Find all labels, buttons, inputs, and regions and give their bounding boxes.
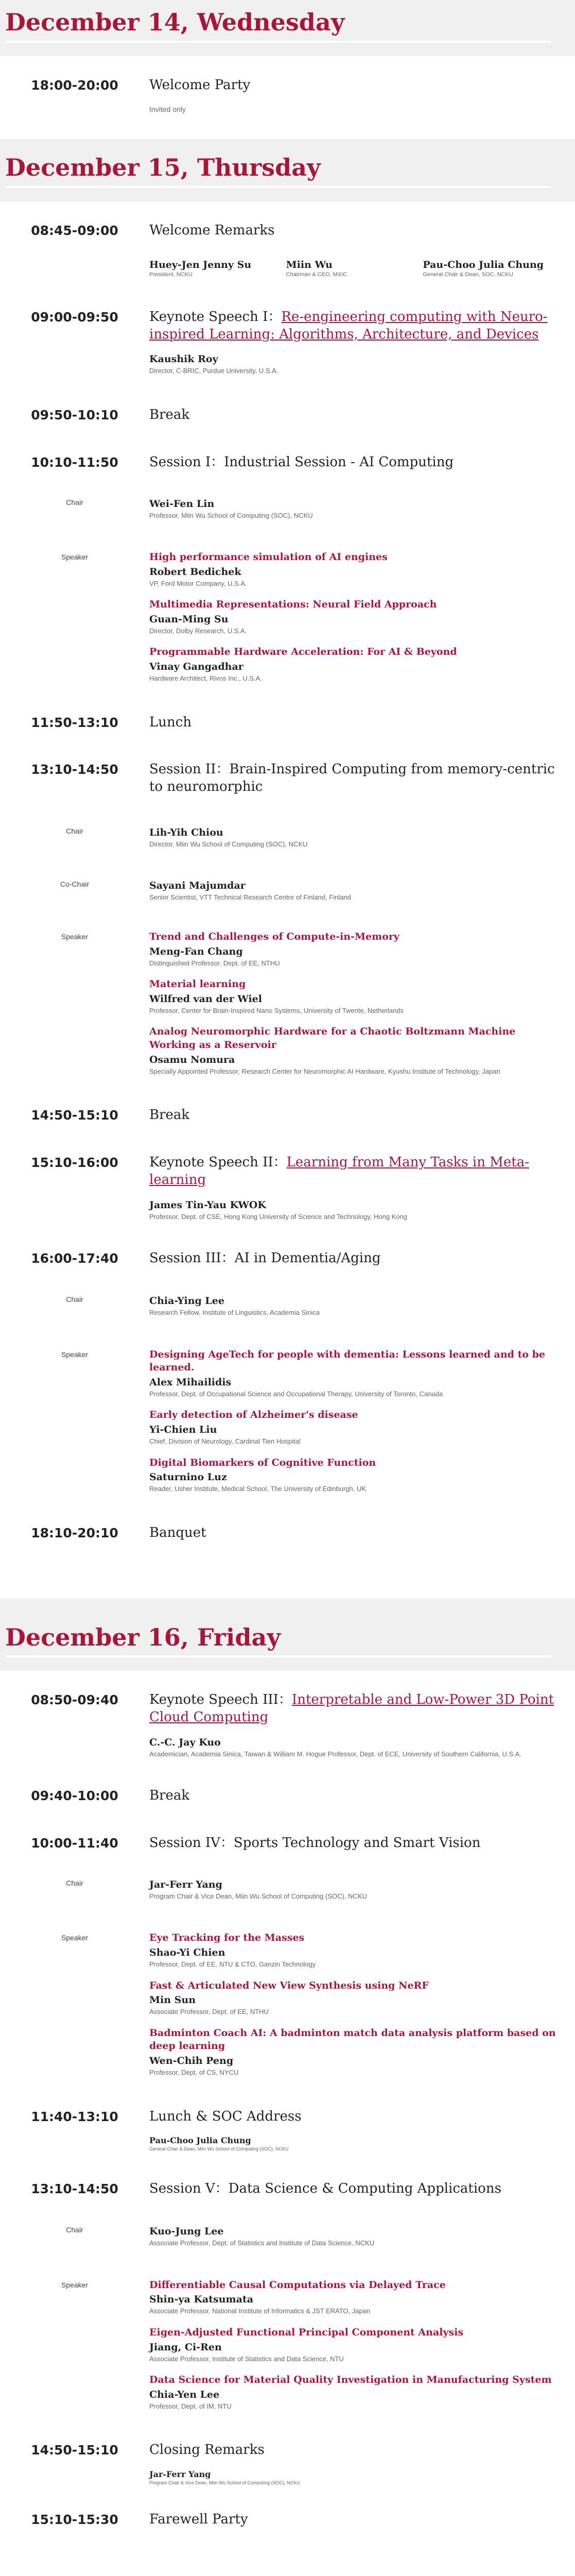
cochair-row [0,878,575,902]
person-affiliation: Associate Professor, Dept. of Statistics and Institute of Data Science, NCKU [149,2239,375,2247]
keynote-link[interactable]: Interpretable and Low-Power 3D Point Cloud Computing [149,1692,554,1725]
time-slot: 18:00-20:00 [31,77,118,93]
talk [149,2279,560,2316]
event-title: Break [149,1107,190,1123]
time-slot: 13:10-14:50 [31,762,118,777]
schedule-row [0,2511,575,2529]
talk-title: Fast & Articulated New View Synthesis using NeRF [149,1979,429,1991]
time-slot: 10:10-11:50 [31,454,118,470]
remarks-speaker [423,257,560,278]
talk-title: Programmable Hardware Acceleration: For AI & Beyond [149,646,457,658]
talk [149,1409,560,1446]
person-name: Guan-Ming Su [149,613,229,625]
remarks-speaker [149,257,286,278]
speaker-row [0,551,575,693]
person-affiliation: Professor, Dept. of Occupational Science and Occupational Therapy, University of Toronto, Canada [149,1389,443,1398]
day-title: December 14, Wednesday [5,8,345,36]
day-dec16 [0,1671,575,2529]
talk [149,930,560,968]
person-affiliation: Professor, Miin Wu School of Computing (SOC), NCKU [149,511,313,519]
keynote-title [149,1154,560,1189]
speaker-row [0,1931,575,2087]
time-slot: 08:50-09:40 [31,1692,118,1708]
schedule-row [0,1250,575,1267]
speaker-row [0,1348,575,1504]
person-name: Saturnino Luz [149,1471,227,1483]
person-affiliation: Professor, Dept. of IM, NTU [149,2402,232,2410]
person-name: Wen-Chih Peng [149,2055,234,2067]
talk-title: Material learning [149,978,246,990]
time-slot: 09:50-10:10 [31,407,118,422]
talk [149,598,560,635]
person-affiliation: Director, C-BRIC, Purdue University, U.S.A. [149,367,278,375]
person-name: Shao-Yi Chien [149,1947,225,1959]
person-name: Jar-Ferr Yang [149,2469,211,2480]
person-affiliation: President, NCKU [149,271,193,278]
talk [149,551,560,588]
event-title: Farewell Party [149,2512,248,2528]
person-name: Kaushik Roy [149,353,218,365]
time-slot: 10:00-11:40 [31,1836,118,1851]
time-slot: 18:10-20:10 [31,1525,118,1540]
remarks-speaker [286,257,423,278]
talk [149,1348,560,1399]
time-slot: 14:50-15:10 [31,1108,118,1123]
day-dec15 [0,201,575,1599]
person-affiliation: Professor, Center for Brain-Inspired Nano Systems, University of Twente, Netherlands [149,1006,404,1014]
person-name: James Tin-Yau KWOK [149,1199,266,1211]
schedule-row [0,77,575,114]
schedule-row [0,1154,575,1221]
event-note: Invited only [149,105,186,114]
talk [149,2326,560,2363]
role-label: Co-Chair [60,879,89,888]
chair-row [0,2224,575,2248]
person-affiliation: Senior Scientist, VTT Technical Research Centre of Finland, Finland [149,893,351,901]
person-name: Pau-Choo Julia Chung [149,2136,251,2146]
person-name: Wei-Fen Lin [149,498,215,510]
person-name: Jar-Ferr Yang [149,1878,222,1890]
person-affiliation: Specially Appointed Professor, Research Center for Neuromorphic AI Hardware, Kyushu Institute of Technology, Japan [149,1067,500,1075]
role-label: Chair [66,827,83,836]
person-affiliation: Associate Professor, National Institute of Informatics & JST ERATO, Japan [149,2307,371,2315]
event-title: Welcome Party [149,77,251,93]
talk [149,2027,560,2077]
person-name: Lih-Yih Chiou [149,827,223,839]
spacer [0,1563,575,1599]
time-slot: 11:50-13:10 [31,715,118,730]
person-name: Osamu Nomura [149,1054,235,1065]
keynote-prefix: Keynote Speech I： [149,309,282,325]
talk-title: Eye Tracking for the Masses [149,1932,305,1944]
person-affiliation: Director, Dolby Research, U.S.A. [149,626,247,635]
role-label: Chair [66,498,83,506]
talk [149,978,560,1015]
schedule-row [0,2180,575,2198]
person-affiliation: Chairman & CEO, MXIC [286,271,347,278]
schedule-row [0,2108,575,2152]
keynote-title [149,1691,560,1726]
role-label: Chair [66,1878,83,1887]
person-affiliation: Director, Miin Wu School of Computing (SOC), NCKU [149,840,308,849]
person-name: Vinay Gangadhar [149,661,243,673]
person-affiliation: Professor, Dept. of CS, NYCU [149,2069,239,2077]
person-affiliation: Program Chair & Vice Dean, Miin Wu School of Computing (SOC), NCKU [149,1892,367,1900]
event-title: Banquet [149,1524,206,1540]
person-affiliation: Professor, Dept. of CSE, Hong Kong University of Science and Technology, Hong Kong [149,1212,408,1221]
talk-title: Trend and Challenges of Compute-in-Memory [149,931,399,943]
talk-title: Eigen-Adjusted Functional Principal Component Analysis [149,2327,464,2338]
role-label: Speaker [61,933,89,941]
person-name: Chia-Yen Lee [149,2388,220,2400]
schedule-row [0,1107,575,1124]
keynote-link[interactable]: Re-engineering computing with Neuro-inspired Learning: Algorithms, Architecture, and Devices [149,309,548,342]
person-name: Huey-Jen Jenny Su [149,259,252,270]
person-name: C.-C. Jay Kuo [149,1736,221,1748]
remarks-speakers [149,257,560,278]
talk-title: Early detection of Alzheimer's disease [149,1409,358,1421]
role-label: Speaker [61,1934,89,1942]
event-title: Welcome Remarks [149,222,275,238]
day-header-dec15 [0,139,575,201]
time-slot: 11:40-13:10 [31,2109,118,2124]
person-name: Jiang, Ci-Ren [149,2341,222,2353]
session-title: Session II：Brain-Inspired Computing from memory-centric to neuromorphic [149,761,555,795]
talk [149,646,560,683]
talk [149,1456,560,1494]
schedule-row [0,1524,575,1542]
talk [149,1979,560,2016]
chair-row [0,496,575,520]
event-title: Closing Remarks [149,2442,265,2458]
person-affiliation: Academician, Academia Sinica, Taiwan & William M. Hogue Professor, Dept. of ECE, University of Southern California, U.S.A. [149,1750,522,1758]
talk-title: Analog Neuromorphic Hardware for a Chaotic Boltzmann Machine Working as a Reservoir [149,1026,516,1051]
schedule-row [0,1787,575,1805]
talk-title: Differentiable Causal Computations via Delayed Trace [149,2279,446,2291]
person-affiliation: Research Fellow, Institute of Linguistics, Academia Sinica [149,1309,320,1317]
day-title: December 15, Thursday [5,154,321,182]
schedule-row [0,222,575,278]
person-affiliation: Reader, Usher Institute, Medical School, The University of Edinburgh, UK [149,1485,367,1493]
person-affiliation: General Chair & Dean, SOC, NCKU [423,271,513,278]
speaker-row [0,2279,575,2421]
schedule-row [0,1835,575,1852]
chair-row [0,1877,575,1901]
time-slot: 09:40-10:00 [31,1788,118,1804]
time-slot: 15:10-16:00 [31,1155,118,1171]
person-name: Yi-Chien Liu [149,1424,217,1436]
session-title: Session I：Industrial Session - AI Computing [149,454,454,470]
event-title: Break [149,1788,190,1804]
schedule-row [0,309,575,376]
session-title: Session IV：Sports Technology and Smart Vision [149,1835,481,1851]
schedule-row [0,714,575,732]
keynote-prefix: Keynote Speech II： [149,1155,287,1171]
keynote-link[interactable]: Learning from Many Tasks in Meta-learning [149,1155,529,1188]
schedule-row [0,761,575,796]
time-slot: 09:00-09:50 [31,309,118,325]
day-header-dec16 [0,1599,575,1671]
keynote-prefix: Keynote Speech III： [149,1692,292,1708]
person-name: Meng-Fan Chang [149,945,243,957]
chair-row [0,825,575,849]
person-affiliation: Program Chair & Vice Dean, Miin Wu School of Computing (SOC), NCKU [149,2480,300,2486]
role-label: Speaker [61,2280,89,2289]
time-slot: 15:10-15:30 [31,2512,118,2528]
person-affiliation: Chief, Division of Neurology, Cardinal Tien Hospital [149,1437,301,1446]
role-label: Chair [66,2226,83,2234]
person-affiliation: Hardware Architect, Rivos Inc., U.S.A. [149,674,262,683]
event-title: Break [149,406,190,422]
person-name: Sayani Majumdar [149,879,246,891]
schedule-row [0,1691,575,1758]
schedule-row [0,406,575,424]
person-affiliation: VP, Ford Motor Company, U.S.A. [149,579,247,587]
time-slot: 16:00-17:40 [31,1251,118,1266]
keynote-title [149,309,560,344]
person-affiliation: Professor, Dept. of EE, NTU & CTO, Ganzin Technology [149,1960,316,1969]
person-name: Pau-Choo Julia Chung [423,259,544,270]
person-name: Robert Bedichek [149,566,241,578]
chair-row [0,1293,575,1317]
role-label: Speaker [61,1350,89,1359]
speaker-row [0,930,575,1086]
time-slot: 13:10-14:50 [31,2181,118,2197]
divider [5,1655,551,1657]
event-title: Lunch & SOC Address [149,2108,302,2124]
role-label: Chair [66,1295,83,1304]
person-name: Kuo-Jung Lee [149,2226,224,2238]
event-title: Lunch [149,714,192,730]
talk-title: Multimedia Representations: Neural Field Approach [149,599,437,611]
talk-title: Designing AgeTech for people with dementia: Lessons learned and to be learned. [149,1348,546,1374]
day-dec14 [0,56,575,114]
day-title: December 16, Friday [5,1623,281,1651]
talk-title: Digital Biomarkers of Cognitive Function [149,1456,376,1468]
session-title: Session III：AI in Dementia/Aging [149,1250,381,1266]
divider [5,41,551,43]
person-affiliation: General Chair & Dean, Miin Wu School of Computing (SOC), NCKU [149,2146,289,2152]
talk-title: High performance simulation of AI engines [149,551,388,563]
schedule-row [0,454,575,471]
person-name: Wilfred van der Wiel [149,993,262,1005]
person-name: Chia-Ying Lee [149,1295,224,1307]
person-affiliation: Distinguished Professor, Dept. of EE, NTHU [149,959,280,967]
person-affiliation: Associate Professor, Dept. of EE, NTHU [149,2008,269,2016]
time-slot: 08:45-09:00 [31,223,118,238]
person-name: Min Sun [149,1994,196,2006]
divider [5,186,551,188]
role-label: Speaker [61,553,89,562]
talk [149,2374,560,2411]
talk [149,1025,560,1076]
talk [149,1931,560,1969]
person-affiliation: Associate Professor, Institute of Statistics and Data Science, NTU [149,2354,344,2363]
time-slot: 14:50-15:10 [31,2443,118,2458]
talk-title: Badminton Coach AI: A badminton match data analysis platform based on deep learning [149,2027,556,2052]
person-name: Miin Wu [286,259,333,270]
person-name: Alex Mihailidis [149,1376,232,1388]
talk-title: Data Science for Material Quality Investigation in Manufacturing System [149,2374,552,2386]
person-name: Shin-ya Katsumata [149,2294,254,2306]
day-header-dec14 [0,0,575,56]
schedule-row [0,2442,575,2485]
session-title: Session V：Data Science & Computing Applications [149,2181,501,2197]
